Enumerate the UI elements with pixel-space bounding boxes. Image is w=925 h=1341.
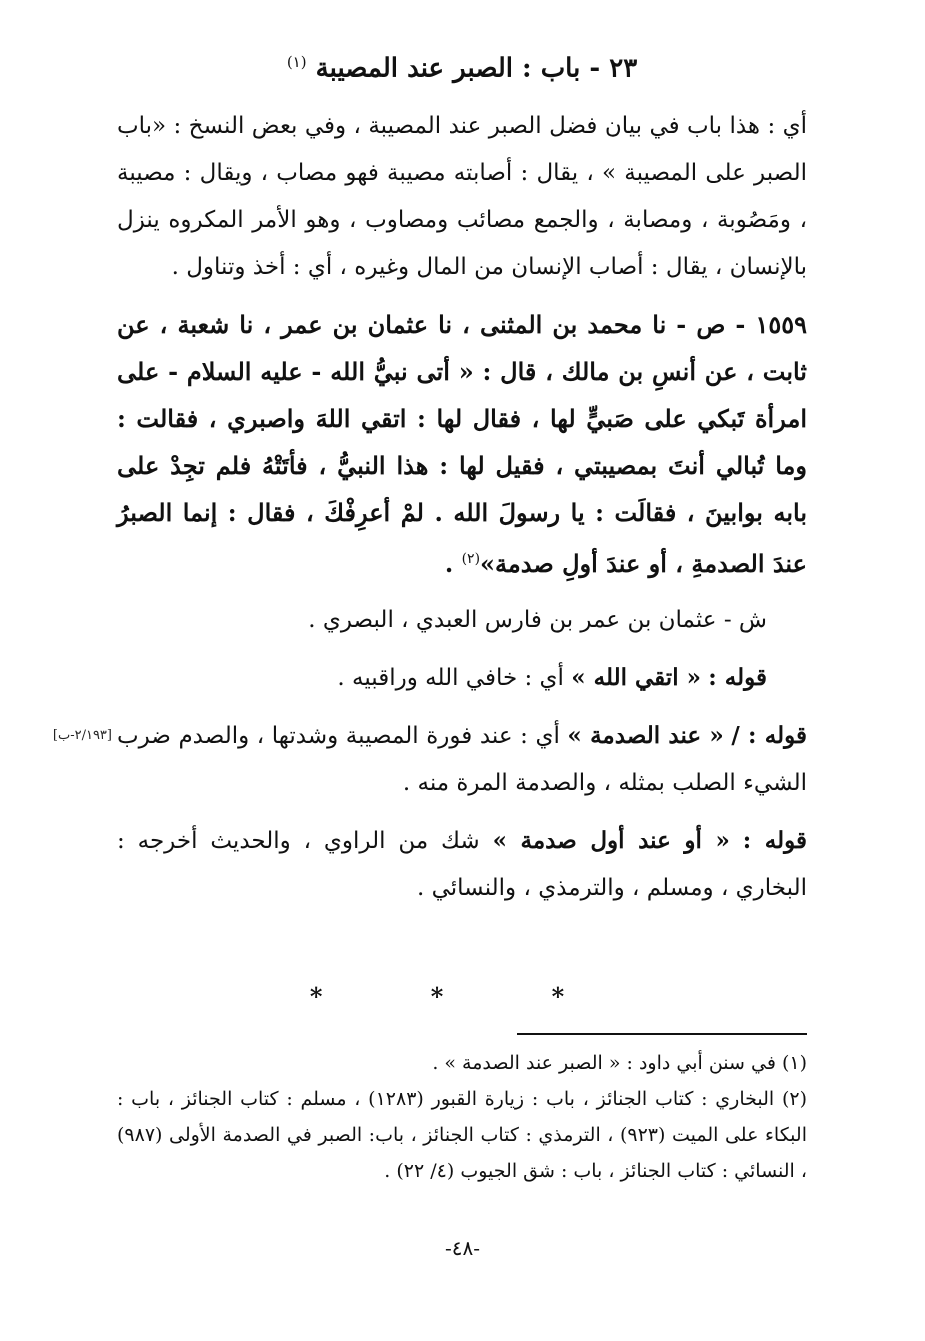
hadith-end: . — [444, 548, 462, 578]
commentary-label: قوله : — [742, 826, 808, 854]
hadith-paragraph — [117, 301, 807, 587]
manuscript-folio-marker: [٢/١٩٣-ب] — [52, 727, 112, 743]
chapter-title — [117, 40, 807, 91]
intro-paragraph: أي : هذا باب في بيان فضل الصبر عند المصيبة ، وفي بعض النسخ : «باب الصبر على المصيبة » ، يقال : أصابته مصيبة فهو مصاب ، ويقال : مصيبة ، ومَصُوبة ، ومصابة ، والجمع مصائب ومصاوب ، وهو الأمر المكروه ينزل بالإنسان ، يقال : أصاب الإنسان من المال وغيره ، أي : أخذ وتناول . — [117, 112, 807, 280]
commentary-label: قوله : / — [731, 721, 807, 749]
commentary-quote: « عند الصدمة » — [567, 721, 724, 749]
footnote-ref-1: (١) — [286, 53, 307, 71]
hadith-text: ١٥٥٩ - ص - نا محمد بن المثنى ، نا عثمان بن عمر ، نا شعبة ، عن ثابت ، عن أنسِ بن مالك ، قال : « أتى نبيُّ الله - عليه السلام - على امرأة تَبكي على صَبيٍّ لها ، فقال لها : اتقي اللهَ واصبري ، فقالت : وما تُبالي أنتَ بمصيبتي ، فقيل لها : هذا النبيُّ ، فأتَتْهُ فلم تجِدْ على بابه بوابينَ ، فقالَت : يا رسولَ الله . لمْ أعرِفْكَ ، فقال : إنما الصبرُ عندَ الصدمةِ ، أو عندَ أولِ صدمة» — [117, 309, 807, 578]
commentary-narrator: ش - عثمان بن عمر بن فارس العبدي ، البصري . — [308, 606, 767, 633]
footnote-1: (١) في سنن أبي داود : « الصبر عند الصدمة » . — [432, 1051, 807, 1074]
commentary-ittaqi — [117, 654, 807, 702]
chapter-title-text: ٢٣ - باب : الصبر عند المصيبة — [315, 53, 638, 84]
commentary-quote: « أو عند أول صدمة » — [492, 826, 730, 854]
commentary-text: شك من الراوي ، والحديث أخرجه : البخاري ، ومسلم ، والترمذي ، والنسائي . — [117, 827, 807, 901]
footnote-divider — [517, 1033, 807, 1035]
page-number: -٤٨- — [444, 1236, 480, 1260]
commentary-text: أي : عند فورة المصيبة وشدتها ، والصدم ضرب الشيء الصلب بمثله ، والصدمة المرة منه . — [117, 722, 807, 796]
commentary-awwal-sadma — [117, 817, 807, 912]
commentary-sadma — [52, 712, 807, 807]
section-separator: * * * — [309, 981, 615, 1011]
footnote-ref-2: (٢) — [461, 550, 481, 567]
page-content — [52, 40, 808, 1189]
commentary-text: أي : خافي الله وراقبيه . — [337, 664, 572, 691]
commentary-quote: « اتقي الله » — [571, 663, 701, 691]
footnote-2: (٢) البخاري : كتاب الجنائز ، باب : زيارة القبور (١٢٨٣) ، مسلم : كتاب الجنائز ، باب : البكاء على الميت (٩٢٣) ، الترمذي : كتاب الجنائز ، باب: الصبر في الصدمة الأولى (٩٨٧) ، النسائي : كتاب الجنائز ، باب : شق الجيوب (٤/ ٢٢) . — [117, 1087, 808, 1182]
commentary-label: قوله : — [708, 663, 767, 691]
